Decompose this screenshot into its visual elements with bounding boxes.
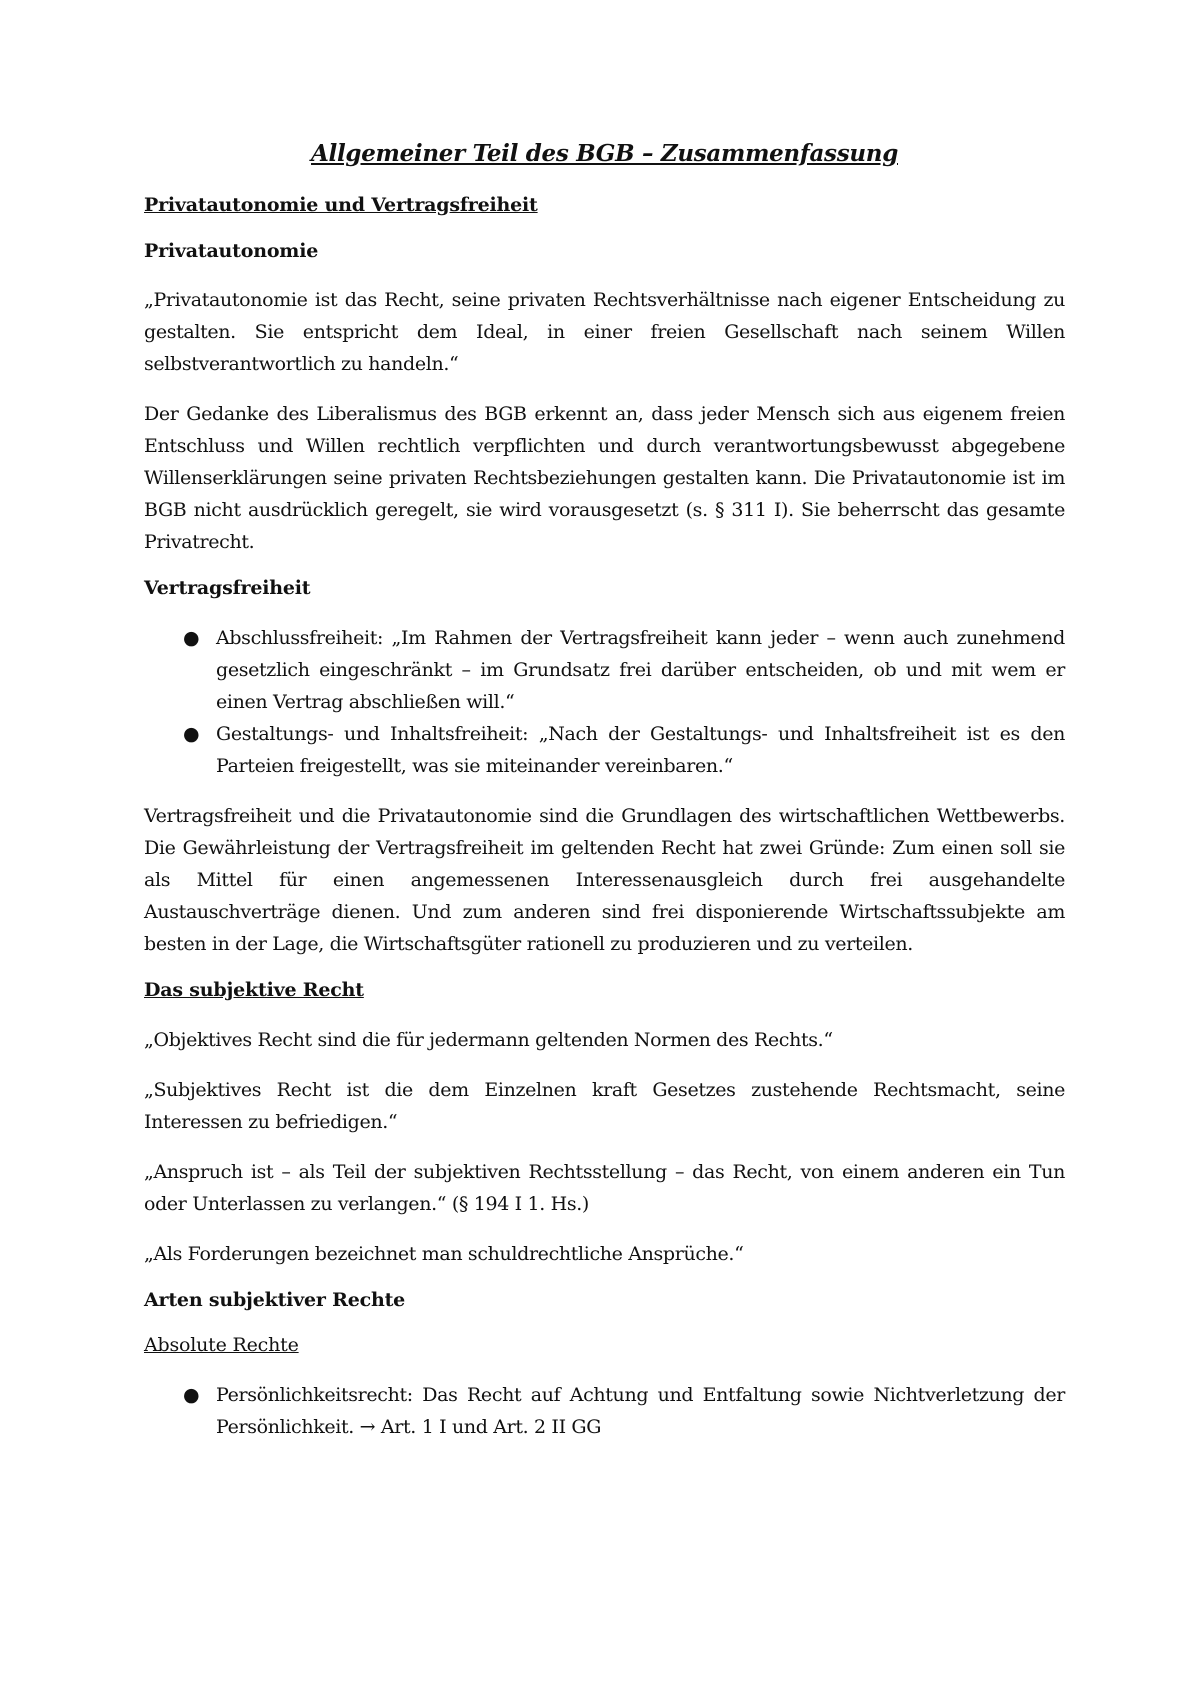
section-heading-privatautonomie-vertragsfreiheit: Privatautonomie und Vertragsfreiheit <box>144 194 538 217</box>
bullet-list-absolute-rechte <box>144 1379 1065 1443</box>
list-item-text: Abschlussfreiheit: „Im Rahmen der Vertragsfreiheit kann jeder – wenn auch zunehmend gesetzlich eingeschränkt – im Grundsatz frei darüber entscheiden, ob und mit wem er einen Vertrag abschließen will.“ <box>216 626 1065 713</box>
bullet-icon: ● <box>183 722 200 745</box>
paragraph-anspruch: „Anspruch ist – als Teil der subjektiven Rechtsstellung – das Recht, von einem anderen ein Tun oder Unterlassen zu verlangen.“ (§ 194 I 1. Hs.) <box>144 1160 1065 1215</box>
list-item <box>144 718 1065 782</box>
bullet-icon: ● <box>183 1383 200 1406</box>
paragraph-subjektives-recht: „Subjektives Recht ist die dem Einzelnen kraft Gesetzes zustehende Rechtsmacht, seine Interessen zu befriedigen.“ <box>144 1078 1065 1133</box>
list-item <box>144 622 1065 718</box>
subheading-privatautonomie: Privatautonomie <box>144 239 319 262</box>
subheading-vertragsfreiheit: Vertragsfreiheit <box>144 577 311 600</box>
list-item <box>144 1379 1065 1443</box>
list-item-text: Persönlichkeitsrecht: Das Recht auf Achtung und Entfaltung sowie Nichtverletzung der Persönlichkeit. → Art. 1 I und Art. 2 II GG <box>216 1383 1065 1438</box>
paragraph-privatautonomie-definition: „Privatautonomie ist das Recht, seine privaten Rechtsverhältnisse nach eigener Entscheidung zu gestalten. Sie entspricht dem Ideal, in einer freien Gesellschaft nach seinem Willen selbstverantwortlich zu handeln.“ <box>144 289 1065 376</box>
paragraph-vertragsfreiheit-grundlagen: Vertragsfreiheit und die Privatautonomie sind die Grundlagen des wirtschaftlichen Wettbewerbs. Die Gewährleistung der Vertragsfreiheit im geltenden Recht hat zwei Gründe: Zum einen soll sie als Mittel für einen angemessenen Interessenausgleich durch frei ausgehandelte Austauschverträge dienen. Und zum anderen sind frei disponierende Wirtschaftssubjekte am besten in der Lage, die Wirtschaftsgüter rationell zu produzieren und zu verteilen. <box>144 804 1065 955</box>
document-page <box>144 138 1065 1461</box>
bullet-list-vertragsfreiheit <box>144 622 1065 782</box>
list-item-text: Gestaltungs- und Inhaltsfreiheit: „Nach der Gestaltungs- und Inhaltsfreiheit ist es den Parteien freigestellt, was sie miteinander vereinbaren.“ <box>216 722 1065 777</box>
subheading-absolute-rechte: Absolute Rechte <box>144 1334 299 1357</box>
paragraph-forderungen: „Als Forderungen bezeichnet man schuldrechtliche Ansprüche.“ <box>144 1242 744 1265</box>
document-title: Allgemeiner Teil des BGB – Zusammenfassung <box>311 140 898 167</box>
bullet-icon: ● <box>183 626 200 649</box>
paragraph-objektives-recht: „Objektives Recht sind die für jedermann geltenden Normen des Rechts.“ <box>144 1028 833 1051</box>
paragraph-liberalismus: Der Gedanke des Liberalismus des BGB erkennt an, dass jeder Mensch sich aus eigenem freien Entschluss und Willen rechtlich verpflichten und durch verantwortungsbewusst abgegebene Willenserklärungen seine privaten Rechtsbeziehungen gestalten kann. Die Privatautonomie ist im BGB nicht ausdrücklich geregelt, sie wird vorausgesetzt (s. § 311 I). Sie beherrscht das gesamte Privatrecht. <box>144 403 1065 554</box>
section-heading-subjektives-recht: Das subjektive Recht <box>144 978 364 1001</box>
subheading-arten-subjektiver-rechte: Arten subjektiver Rechte <box>144 1288 406 1311</box>
